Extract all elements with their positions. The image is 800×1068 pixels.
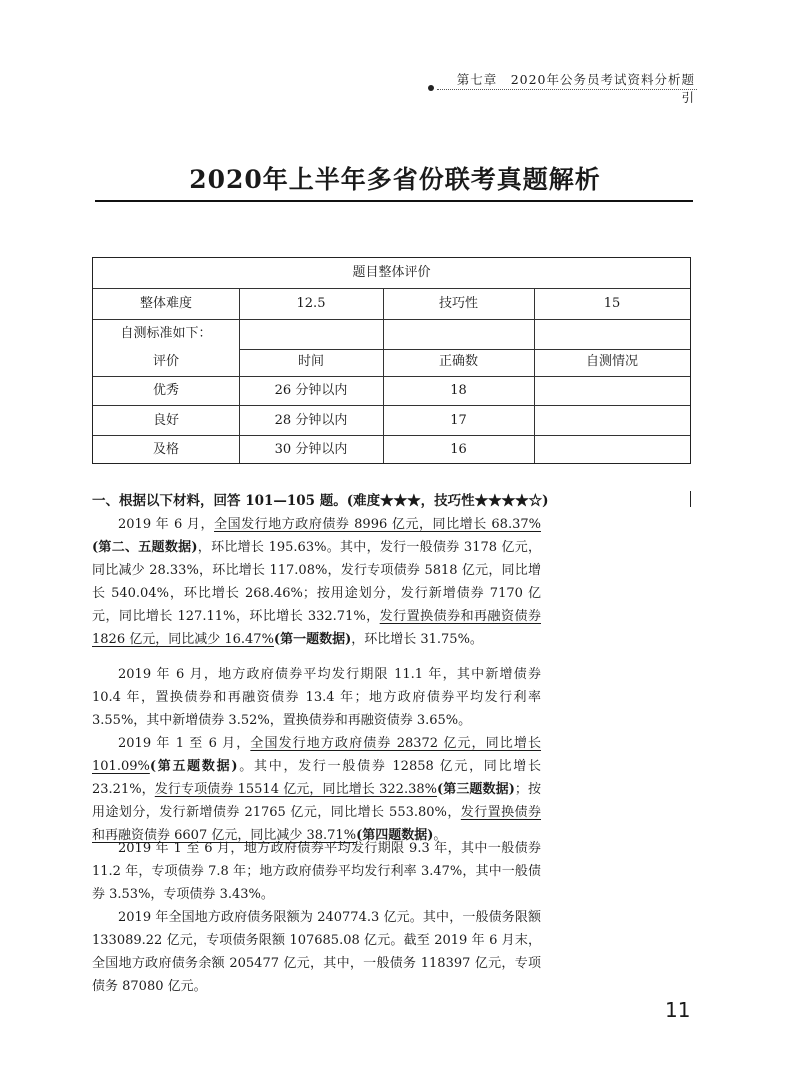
page-title: 2020年上半年多省份联考真题解析	[189, 165, 601, 194]
header-self-check: 自测情况	[585, 354, 638, 369]
underlined-run: 发行置换债券和再融资债券 6607 亿元，同比减少 38.71%	[92, 805, 541, 843]
section-heading-text: 一、根据以下材料，回答 101—105 题。(难度★★★，技巧性★★★★☆)	[92, 493, 549, 509]
text-run: ，环比增长 31.75%。	[351, 632, 483, 647]
title-rule	[95, 200, 693, 202]
row-correct: 18	[450, 383, 467, 398]
row-correct: 17	[450, 413, 467, 428]
underlined-run: 发行置换债券和再融资债券 1826 亿元，同比减少 16.47%	[92, 609, 541, 647]
underlined-run: 发行专项债券 15514 亿元，同比增长 322.38%	[154, 782, 437, 797]
row-grade: 良好	[152, 413, 179, 428]
header-time: 时间	[297, 354, 324, 369]
section-margin-bar	[690, 491, 691, 507]
paragraph-4: 2019 年 1 至 6 月，地方政府债券平均发行期限 9.3 年，其中一般债券 11.2 年，专项债券 7.8 年；地方政府债券平均发行利率 3.47%，其中一般债券 3.53%，专项债券 3.43%。	[92, 841, 541, 902]
row-correct: 16	[450, 442, 467, 457]
difficulty-value: 12.5	[296, 296, 326, 311]
text-run: ，环比增长 195.63%。其中，发行一般债券 3178 亿元，同比减少 28.33%，环比增长 117.08%，发行专项债券 5818 亿元，同比增长 540.04%，环比增长 268.46%；按用途划分，发行新增债券 7170 亿元，同比增长 127.11%，环比增长 332.71%，	[92, 540, 541, 624]
header-bullet-dot	[428, 85, 434, 91]
header-correct: 正确数	[438, 354, 478, 369]
page-number: 11	[665, 998, 691, 1022]
difficulty-label: 整体难度	[139, 296, 192, 311]
underlined-run: 全国发行地方政府债券 28372 亿元，同比增长 101.09%	[92, 736, 542, 774]
text-run: ；按用途划分，发行新增债券 21765 亿元，同比增长 553.80%，	[92, 782, 541, 820]
section-heading	[92, 489, 697, 509]
paragraph-5: 2019 年全国地方政府债务限额为 240774.3 亿元。其中，一般债务限额 133089.22 亿元，专项债务限额 107685.08 亿元。截至 2019 年 6 月末，全国地方政府债务余额 205477 亿元，其中，一般债务 118397 亿元，专项债务 87080 亿元。	[92, 910, 541, 994]
skill-value: 15	[603, 296, 621, 311]
evaluation-table	[92, 257, 691, 464]
paragraph-3	[92, 732, 541, 847]
row-time: 30 分钟以内	[274, 442, 348, 457]
text-run: 2019 年 6 月，	[118, 517, 215, 532]
row-time: 28 分钟以内	[274, 413, 348, 428]
text-run: 。	[433, 828, 447, 843]
text-run: 。其中，发行一般债券 12858 亿元，同比增长 23.21%，	[92, 759, 541, 797]
row-time: 26 分钟以内	[274, 383, 348, 398]
paragraph-1	[92, 513, 541, 651]
header-grade: 评价	[152, 354, 179, 369]
running-header: 第七章 2020年公务员考试资料分析题引	[456, 72, 695, 105]
evaluation-caption: 题目整体评价	[352, 265, 431, 280]
skill-label: 技巧性	[438, 296, 478, 311]
question-tag: (第五题数据)	[149, 759, 238, 774]
row-grade: 及格	[152, 442, 179, 457]
underlined-run: 全国发行地方政府债券 8996 亿元，同比增长 68.37%	[214, 517, 541, 532]
paragraph-2: 2019 年 6 月，地方政府债券平均发行期限 11.1 年，其中新增债券 10.4 年，置换债券和再融资债券 13.4 年；地方政府债券平均发行利率 3.55%，其中新增债券 3.52%，置换债券和再融资债券 3.65%。	[92, 667, 541, 728]
header-dotted-rule	[437, 89, 697, 90]
text-run: 2019 年 1 至 6 月，	[118, 736, 251, 751]
row-grade: 优秀	[152, 383, 179, 398]
question-tag: (第二、五题数据)	[92, 540, 198, 555]
question-tag: (第四题数据)	[356, 828, 434, 843]
question-tag: (第一题数据)	[273, 632, 352, 647]
self-test-note: 自测标准如下：	[120, 326, 212, 341]
question-tag: (第三题数据)	[436, 782, 515, 797]
